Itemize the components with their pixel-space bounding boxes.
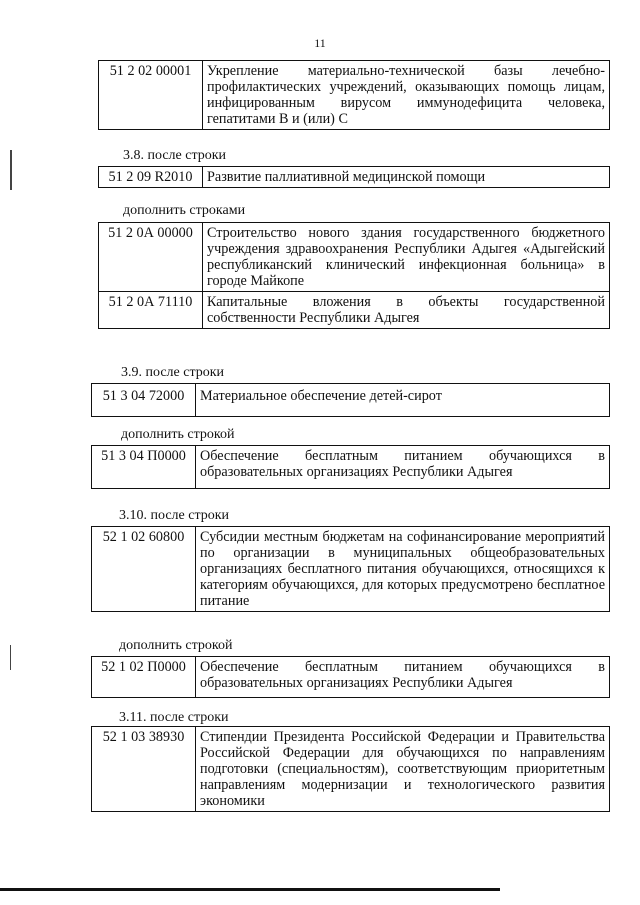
table-row: [99, 292, 610, 329]
scan-mark: [10, 645, 11, 670]
scan-mark: [10, 150, 12, 190]
budget-table: [91, 526, 610, 612]
table-row: [92, 527, 610, 612]
budget-code: 51 2 02 00001: [99, 61, 203, 130]
budget-description: Обеспечение бесплатным питанием обучающихся в образовательных организациях Республики Адыгея: [196, 446, 610, 489]
budget-table: [98, 222, 610, 329]
table-row: [99, 167, 610, 188]
budget-description: Строительство нового здания государственного бюджетного учреждения здравоохранения Республики Адыгея «Адыгейский республиканский клинический инфекционная больница» в городе Майкопе: [203, 223, 610, 292]
page-number: 11: [314, 36, 326, 50]
budget-table: [98, 60, 610, 130]
table-row: [92, 727, 610, 812]
budget-code: 51 2 0А 00000: [99, 223, 203, 292]
budget-description: Капитальные вложения в объекты государственной собственности Республики Адыгея: [203, 292, 610, 329]
section-caption: 3.10. после строки: [119, 508, 230, 523]
table-row: [92, 446, 610, 489]
budget-description: Стипендии Президента Российской Федерации и Правительства Российской Федерации для обучающихся по направлениям подготовки (специальностям), соответствующим приоритетным направлениям модернизации и технологического развития экономики: [196, 727, 610, 812]
budget-code: 52 1 02 60800: [92, 527, 196, 612]
section-caption: дополнить строками: [123, 203, 246, 218]
section-caption: 3.9. после строки: [121, 365, 225, 380]
budget-code: 52 1 02 П0000: [92, 657, 196, 698]
budget-code: 51 2 09 R2010: [99, 167, 203, 188]
budget-code: 51 3 04 П0000: [92, 446, 196, 489]
budget-description: Обеспечение бесплатным питанием обучающихся в образовательных организациях Республики Адыгея: [196, 657, 610, 698]
section-caption: дополнить строкой: [119, 638, 233, 653]
budget-description: Материальное обеспечение детей-сирот: [196, 384, 610, 417]
scan-edge-bar: [0, 888, 500, 891]
budget-code: 52 1 03 38930: [92, 727, 196, 812]
table-row: [99, 61, 610, 130]
table-row: [92, 657, 610, 698]
budget-table: [91, 656, 610, 698]
budget-table: [91, 383, 610, 417]
budget-code: 51 3 04 72000: [92, 384, 196, 417]
table-row: [99, 223, 610, 292]
section-caption: дополнить строкой: [121, 427, 235, 442]
budget-description: Субсидии местным бюджетам на софинансирование мероприятий по организации в муниципальных общеобразовательных организациях бесплатного питания обучающихся, относящихся к категориям обучающихся, для которых предусмотрено бесплатное питание: [196, 527, 610, 612]
budget-code: 51 2 0А 71110: [99, 292, 203, 329]
budget-table: [98, 166, 610, 188]
budget-description: Укрепление материально-технической базы лечебно-профилактических учреждений, оказывающих помощь лицам, инфицированным вирусом иммунодефицита человека, гепатитами В и (или) С: [203, 61, 610, 130]
budget-description: Развитие паллиативной медицинской помощи: [203, 167, 610, 188]
budget-table: [91, 726, 610, 812]
table-row: [92, 384, 610, 417]
budget-table: [91, 445, 610, 489]
section-caption: 3.8. после строки: [123, 148, 227, 163]
section-caption: 3.11. после строки: [119, 710, 229, 725]
